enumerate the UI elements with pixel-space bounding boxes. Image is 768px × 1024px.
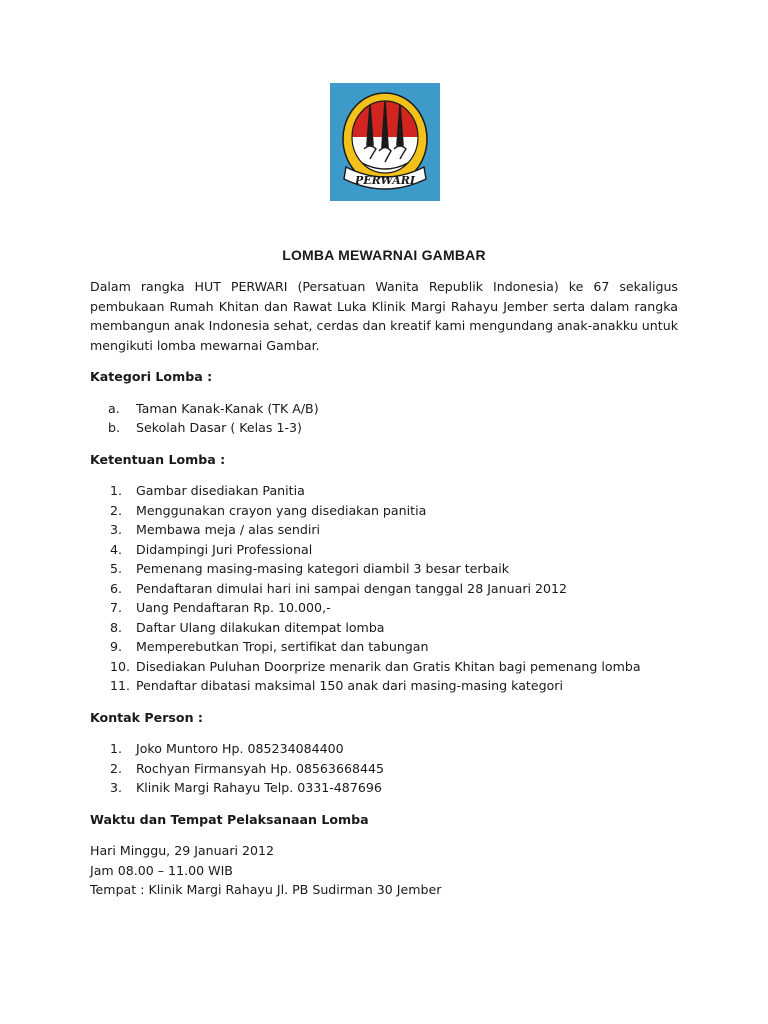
list-item: 3. Membawa meja / alas sendiri: [110, 522, 321, 537]
kontak-heading: Kontak Person :: [90, 709, 203, 725]
page-title: LOMBA MEWARNAI GAMBAR: [282, 247, 486, 263]
perwari-logo: [330, 83, 440, 201]
list-item: 2. Menggunakan crayon yang disediakan panitia: [110, 502, 427, 518]
kategori-heading: Kategori Lomba :: [90, 369, 213, 384]
logo-text: PERWARI: [354, 174, 416, 187]
list-item: 8. Daftar Ulang dilakukan ditempat lomba: [110, 619, 385, 635]
ketentuan-heading: Ketentuan Lomba :: [90, 451, 226, 467]
intro-paragraph: Dalam rangka HUT PERWARI (Persatuan Wanita Republik Indonesia) ke 67 sekaligus pembukaan Rumah Khitan dan Rawat Luka Klinik Margi Rahayu Jember serta dalam rangka membangun anak Indonesia sehat, cerdas dan kreatif kami mengundang anak-anakku untuk mengikuti lomba mewarnai Gambar.: [90, 279, 678, 353]
list-item: 10. Disediakan Puluhan Doorprize menarik dan Gratis Khitan bagi pemenang lomba: [110, 658, 641, 674]
list-item: 4. Didampingi Juri Professional: [110, 541, 313, 557]
list-item: 9. Memperebutkan Tropi, sertifikat dan tabungan: [110, 639, 429, 654]
list-item: a. Taman Kanak-Kanak (TK A/B): [108, 400, 319, 416]
list-item: 1. Joko Muntoro Hp. 085234084400: [110, 741, 344, 756]
list-item: 5. Pemenang masing-masing kategori diambil 3 besar terbaik: [110, 561, 510, 576]
perwari-emblem-icon: [330, 83, 440, 201]
list-item: 3. Klinik Margi Rahayu Telp. 0331-487696: [110, 780, 382, 795]
document-body: [90, 277, 678, 900]
event-place: Tempat : Klinik Margi Rahayu Jl. PB Sudirman 30 Jember: [90, 882, 442, 897]
list-item: 11. Pendaftar dibatasi maksimal 150 anak dari masing-masing kategori: [110, 678, 563, 693]
kontak-list: [90, 739, 678, 798]
event-day: Hari Minggu, 29 Januari 2012: [90, 843, 275, 858]
kategori-list: [90, 399, 678, 438]
list-item: 1. Gambar disediakan Panitia: [110, 483, 305, 498]
list-item: 2. Rochyan Firmansyah Hp. 08563668445: [110, 760, 385, 776]
ketentuan-list: [90, 481, 678, 696]
event-time: Jam 08.00 – 11.00 WIB: [90, 862, 233, 878]
list-item: 7. Uang Pendaftaran Rp. 10.000,-: [110, 600, 331, 615]
list-item: b. Sekolah Dasar ( Kelas 1-3): [108, 420, 302, 435]
waktu-heading: Waktu dan Tempat Pelaksanaan Lomba: [90, 811, 369, 827]
list-item: 6. Pendaftaran dimulai hari ini sampai dengan tanggal 28 Januari 2012: [110, 580, 568, 596]
